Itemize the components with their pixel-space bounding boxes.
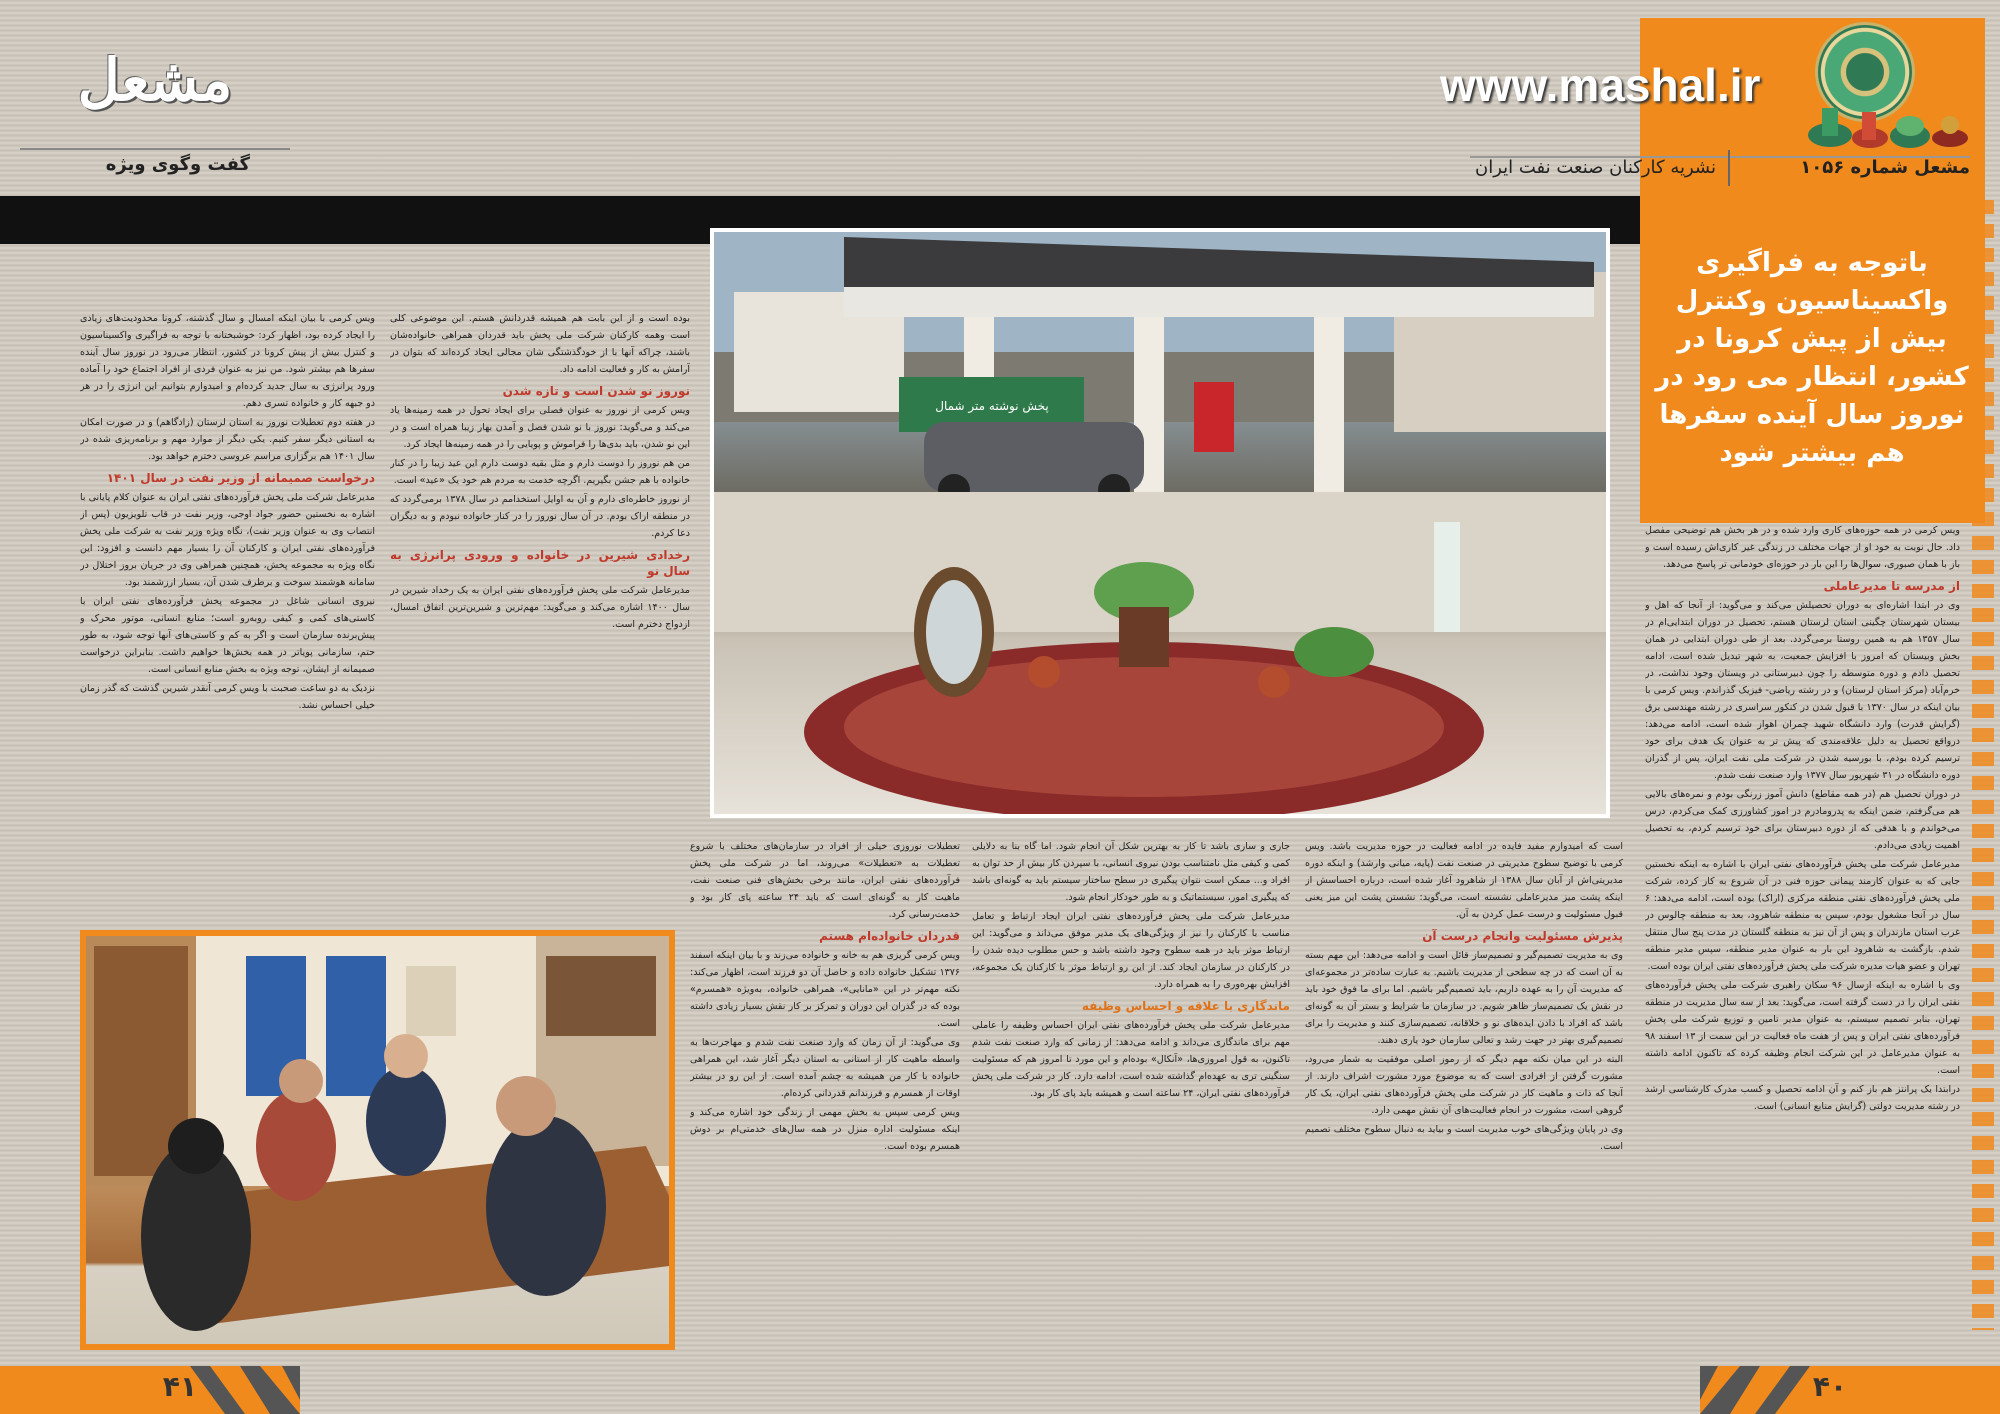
mashal-logo-left: مشعل	[77, 46, 233, 114]
paragraph: مدیرعامل شرکت ملی پخش فرآورده‌های نفتی ایران ایجاد ارتباط و تعامل مناسب با کارکنان را نیز از ویژگی‌های یک مدیر موفق می‌داند و می‌گوید: این ارتباط موثر باید در همه سطوح وجود داشته باشد و حس مطلوب دیده شدن را در کارکنان در سازمان ایجاد کند. از این رو ارتباط موثر با کارکنان یک مجموعه، افزایش بهره‌وری را به همراه دارد.	[972, 911, 1290, 990]
paragraph: وی در ابتدا اشاره‌ای به دوران تحصیلش می‌کند و می‌گوید: از آنجا که اهل و بیستان شهرستان چگینی استان لرستان هستم، تحصیل در دوران ابتدایی‌ام در سال ۱۳۵۷ هم به همین روستا برمی‌گردد. بعد از طی دوران ابتدایی در همان بخش وبیستان که امروز با افزایش جمعیت، به شهر تبدیل شده است، ادامه تحصیل دادم و دوره متوسطه را چون دبیرستانی در ویستان وجود نداشت، در خرم‌آباد (مرکز استان لرستان) و در رشته ریاضی- فیزیک گذراندم. ویس کرمی با بیان اینکه در سال ۱۳۷۰ با قبول شدن در کنکور سراسری در رشته مهندسی برق (گرایش قدرت) وارد دانشگاه شهید چمران اهواز شده است، ادامه می‌دهد: درواقع تحصیل به دلیل علاقه‌مندی که پیش تر به عنوان یک هدف برای خود ترسیم کرده بودم، با بورسیه شدن در شرکت ملی نفت ایران، پس از گذران دوره دانشگاه در ۳۱ شهریور سال ۱۳۷۷ وارد صنعت نفت شدم.	[1645, 600, 1960, 781]
meeting-illustration	[86, 936, 669, 1344]
paragraph: جاری و ساری باشد تا کار به بهترین شکل آن انجام شود. اما گاه بنا به دلایلی کمی و کیفی مثل نامتناسب بودن نیروی انسانی، با سپردن کار بیش از حد توان به افراد و... ممکن است نتوان پیگیری در سطح ساختار سیستم باید به گونه‌ای باشد که پیگیری امور، سیستماتیک و به طور خودکار انجام شود.	[972, 841, 1290, 903]
subheading: رخدادی شیرین در خانواده و ورودی پرانرژی به سال نو	[390, 548, 690, 578]
paragraph: مدیرعامل شرکت ملی پخش فرآورده‌های نفتی ایران با اشاره به اینکه نخستین جایی که به عنوان کارمند پیمانی حوزه فنی در آن شروع به کار کرده، شرکت ملی پخش فرآورده‌های نفتی منطقه مرکزی (اراک) بوده است، ادامه می‌دهد: ۶ سال در آنجا مشغول بودم، سپس به منطقه شاهرود، بعد به منطقه چالوس در غرب استان مازندران و پس از آن نیز به منطقه گلستان در مدت پنج سال منتقل شدم. بازگشت به شاهرود این بار به عنوان مدیر منطقه، سپس مدیر منطقه تهران و عضو هیات مدیره شرکت ملی پخش فرآورده‌های نفتی ایران بوده است.	[1645, 859, 1960, 972]
subheading: ماندگاری با علاقه و احساس وظیفه	[1081, 999, 1290, 1013]
column-2	[1305, 838, 1623, 1318]
paragraph: وی می‌گوید: از آن زمان که وارد صنعت نفت شدم و مهاجرت‌ها به واسطه ماهیت کار از استانی به استان دیگر آغاز شد، این همراهی خانواده با کار من همیشه به چشم آمده است. از این رو در بیشتر اوقات از همسرم و فرزندانم قدردانی کرده‌ام.	[690, 1037, 960, 1099]
paragraph: وی با اشاره به اینکه ازسال ۹۶ سکان راهبری شرکت ملی پخش فرآورده‌های نفتی ایران را در دست گرفته است، می‌گوید: بعد از سه سال مدیریت در منطقه تهران، بنابر تصمیم سیستم، به عنوان مدیر تامین و توزیع شرکت ملی پخش فرآورده‌های نفتی ایران و پس از هفت ماه فعالیت در این سمت از ۱۳ اسفند ۹۸ به عنوان مدیرعامل در این شرکت انجام وظیفه کرده که تاکنون ادامه داشته است.	[1645, 980, 1960, 1076]
paragraph: در هفته دوم تعطیلات نوروز به استان لرستان (زادگاهم) و در صورت امکان به استانی دیگر سفر کنیم. یکی دیگر از موارد مهم و برنامه‌ریزی شده در سال ۱۴۰۱ هم برگزاری مراسم عروسی دخترم خواهد بود.	[80, 417, 375, 462]
website-url[interactable]: www.mashal.ir	[1440, 59, 1761, 111]
paragraph: نزدیک به دو ساعت صحبت با ویس کرمی آنقدر شیرین گذشت که گذر زمان خیلی احساس نشد.	[80, 683, 375, 711]
paragraph: ویس کرمی با بیان اینکه امسال و سال گذشته، کرونا محدودیت‌های زیادی را ایجاد کرده بود، اظهار کرد: خوشبختانه با توجه به فراگیری واکسیناسیون و کنترل بیش از پیش کرونا در کشور، انتظار می‌رود در نوروز سال آینده سفرها هم بیشتر شود. من نیز به عنوان فردی از افراد اجتماع خود را آماده ورود پرانرژی به سال جدید کرده‌ام و امیدوارم بتوانیم این انرژی را در هر دو جبهه کار و خانواده تسری دهم.	[80, 313, 375, 409]
paragraph: ویس کرمی سپس به بخش مهمی از زندگی خود اشاره می‌کند و اینکه مسئولیت اداره منزل در همه سال‌های خدمتی‌ام بر دوش همسرم بوده است.	[690, 1107, 960, 1152]
paragraph: البته در این میان نکته مهم دیگر که از رموز اصلی موفقیت به شمار می‌رود، مشورت گرفتن از افرادی است که به موضوع مورد مشورت اشراف دارند. از آنجا که ذات و ماهیت کار در شرکت ملی پخش فرآورده‌های نفتی ایران، یک کار گروهی است، مشورت در انجام فعالیت‌های آن نقش مهمی دارد.	[1305, 1054, 1623, 1116]
paragraph: است که امیدوارم مفید فایده در ادامه فعالیت در حوزه مدیریت باشد. ویس کرمی با توضیح سطوح مدیریتی در صنعت نفت (پایه، میانی وارشد) و اینکه دوره مدیریتی‌اش از آبان سال ۱۳۸۸ از شاهرود آغاز شده است، درباره احساسش از اینکه پشت میز مدیرعاملی نشسته است، می‌گوید: نشستن پشت این میز یعنی قبول مسئولیت و درست عمل کردن به آن.	[1305, 841, 1623, 920]
paragraph: مدیرعامل شرکت ملی پخش فرآورده‌های نفتی ایران به یک رخداد شیرین در سال ۱۴۰۰ اشاره می‌کند و می‌گوید: مهم‌ترین و شیرین‌ترین اتفاق امسال، ازدواج دخترم است.	[390, 585, 690, 630]
haft-seen-icon	[1800, 90, 1980, 150]
page-number-left: ۴۱	[162, 1370, 198, 1403]
paragraph: نیروی انسانی شاغل در مجموعه پخش فرآورده‌های نفتی ایران با کاستی‌های کمی و کیفی روبه‌رو است؛ منابع انسانی، موتور محرک و پیش‌برنده سازمان است و اگر به کم و کاستی‌های آنها توجه شود، به طور حتم، سازمانی پویاتر در همه بخش‌ها خواهیم داشت. بنابراین درخواست صمیمانه از ایشان، توجه ویژه به بخش منابع انسانی است.	[80, 596, 375, 675]
station-sign-text: پخش نوشته متر شمال	[935, 399, 1049, 413]
side-stripe	[1972, 200, 1994, 1330]
meeting-photo	[80, 930, 675, 1350]
section-rule	[20, 148, 290, 150]
paragraph: وی به مدیریت تصمیم‌گیر و تصمیم‌ساز قائل است و ادامه می‌دهد: این مهم بسته به آن است که در چه سطحی از مدیریت باشیم. به عبارت ساده‌تر در مجموعه‌ای که مدیریت آن را به عهده داریم، باید تصمیم‌گیر باشیم. اما برای ما فوق خود باید در نقش یک تصمیم‌ساز ظاهر شویم. در سازمان ما شرایط و بستر آن به گونه‌ای باشد که افراد با دادن ایده‌های نو و خلاقانه، تصمیم‌سازی کنند و مدیریت را برای تصمیم‌گیری بهتر در جهت رشد و تعالی سازمان خود یاری دهند.	[1305, 950, 1623, 1046]
subheading: قدردان خانواده‌ام هستم	[819, 929, 960, 943]
paragraph: تعطیلات نوروزی خیلی از افراد در سازمان‌های مختلف با شروع تعطیلات به «تعطیلات» می‌روند، اما در شرکت ملی پخش فرآورده‌های نفتی ایران، مانند برخی بخش‌های فنی صنعت نفت، ماهیت کار به گونه‌ای است که باید ۲۴ ساعته پای کار بود و خدمت‌رسانی کرد.	[690, 841, 960, 920]
paragraph: مدیرعامل شرکت ملی پخش فرآورده‌های نفتی ایران احساس وظیفه را عاملی مهم برای ماندگاری می‌داند و ادامه می‌دهد: از زمانی که وارد صنعت نفت شدم تاکنون، به قول امروزی‌ها، «آنکال» بوده‌ام و این مورد تا امروز هم که مسئولیت سنگینی تری به عهده‌ام گذاشته شده است، ادامه دارد. کار در شرکت ملی پخش فرآورده‌های نفتی ایران، ۲۴ ساعته است و همیشه باید پای کار بود.	[972, 1020, 1290, 1099]
subheading: درخواست صمیمانه از وزیر نفت در سال ۱۴۰۱	[106, 471, 375, 485]
paragraph: مدیرعامل شرکت ملی پخش فرآورده‌های نفتی ایران به عنوان کلام پایانی با اشاره به نخستین حضور جواد اوجی، وزیر نفت در قاب تلویزیون (پس از انتصاب وی به عنوان وزیر نفت)، نگاه ویژه وزیر نفت به شرکت ملی پخش فرآورده‌های نفتی ایران و کارکنان آن را بسیار مهم دانست و افزود: این نگاه ویژه به مجموعه پخش، همچنین همراهی وی در جریان بروز اختلال در سامانه هوشمند سوخت و برطرف شدن آن، بسیار ارزشمند بود.	[80, 492, 375, 588]
column-4	[690, 838, 960, 1318]
paragraph: من هم نوروز را دوست دارم و مثل بقیه دوست دارم این عید زیبا را در کنار خانواده با هم جشن بگیریم. اگرچه خدمت به مردم هم خود یک «عید» است.	[390, 458, 690, 486]
publication-title: نشریه کارکنان صنعت نفت ایران	[1440, 150, 1730, 186]
subheading: نوروز نو شدن است و تازه شدن	[502, 384, 690, 398]
subheading: پذیرش مسئولیت وانجام درست آن	[1422, 929, 1623, 943]
issue-label: مشعل شماره ۱۰۵۶	[1800, 157, 1970, 178]
paragraph: ویس کرمی از نوروز به عنوان فصلی برای ایجاد تحول در همه زمینه‌ها یاد می‌کند و می‌گوید: نوروز با نو شدن فصل و آمدن بهار زیبا همراه است و در این نو شدن، باید بدی‌ها را فراموش و پویایی را در همه زمینه‌ها ایجاد کرد.	[390, 405, 690, 450]
section-title: گفت وگوی ویژه	[105, 154, 250, 175]
paragraph: وی در پایان ویژگی‌های خوب مدیریت است و بیاید به دنبال سطوح مختلف تصمیم است.	[1305, 1124, 1623, 1152]
paragraph: ویس کرمی گریزی هم به خانه و خانواده می‌زند و با بیان اینکه اسفند ۱۳۷۶ تشکیل خانواده داده و حاصل آن دو فرزند است، اظهار می‌کند: نکته مهم‌تر در این «مانایی»، همراهی خانواده، به‌ویژه «همسرم» بوده که در گذران این دوران و تمرکز بر کار نقش بسیار زیادی داشته است.	[690, 950, 960, 1029]
paragraph: ویس کرمی در همه حوزه‌های کاری وارد شده و در هر بخش هم توضیحی مفصل داد. حال نوبت به خود او از جهات مختلف در زندگی غیر کاری‌اش رسیده است و باز با همان صبوری، سوال‌ها را این بار در حوزه‌ای خودمانی تر پاسخ می‌دهد.	[1645, 525, 1960, 570]
paragraph: بوده است و از این بابت هم همیشه قدردانش هستم. این موضوعی کلی است وهمه کارکنان شرکت ملی پخش باید قدردان همراهی خانواده‌شان باشند، چراکه آنها با از خودگذشتگی شان مجالی ایجاد کرده‌اند که بتوان در آرامش به کار و فعالیت ادامه داد.	[390, 313, 690, 375]
paragraph: در دوران تحصیل هم (در همه مقاطع) دانش آموز زرنگی بودم و نمره‌های بالایی هم می‌گرفتم، ضمن اینکه به پدرومادرم در امور کشاورزی کمک می‌کردم، درس می‌خواندم و با هدفی که از دوره دبیرستان برای خود ترسیم کردم، به تحصیل اهمیت زیادی می‌دادم.	[1645, 789, 1960, 851]
column-1	[1645, 522, 1960, 1312]
paragraph: از نوروز خاطره‌ای دارم و آن به اوایل استخدامم در سال ۱۳۷۸ برمی‌گردد که در منطقه اراک بودم. در آن سال نوروز را در کنار خانواده نبودم و به دیگران دعا کردم.	[390, 494, 690, 539]
page-number-right: ۴۰	[1812, 1370, 1848, 1403]
gas-station-photo	[710, 228, 1610, 818]
subheading: از مدرسه تا مدیرعاملی	[1823, 579, 1960, 593]
headline: باتوجه به فراگیری واکسیناسیون وکنترل بیش از پیش کرونا در کشور، انتظار می رود در نوروز سال آینده سفرها هم بیشتر شود	[1655, 248, 1969, 468]
column-6	[80, 310, 375, 920]
column-5	[390, 310, 690, 920]
gas-station-illustration	[714, 232, 1606, 814]
column-3	[972, 838, 1290, 1318]
paragraph: درابتدا یک پرانتز هم باز کنم و آن ادامه تحصیل و کسب مدرک کارشناسی ارشد در رشته مدیریت دولتی (گرایش منابع انسانی) است.	[1645, 1084, 1960, 1112]
